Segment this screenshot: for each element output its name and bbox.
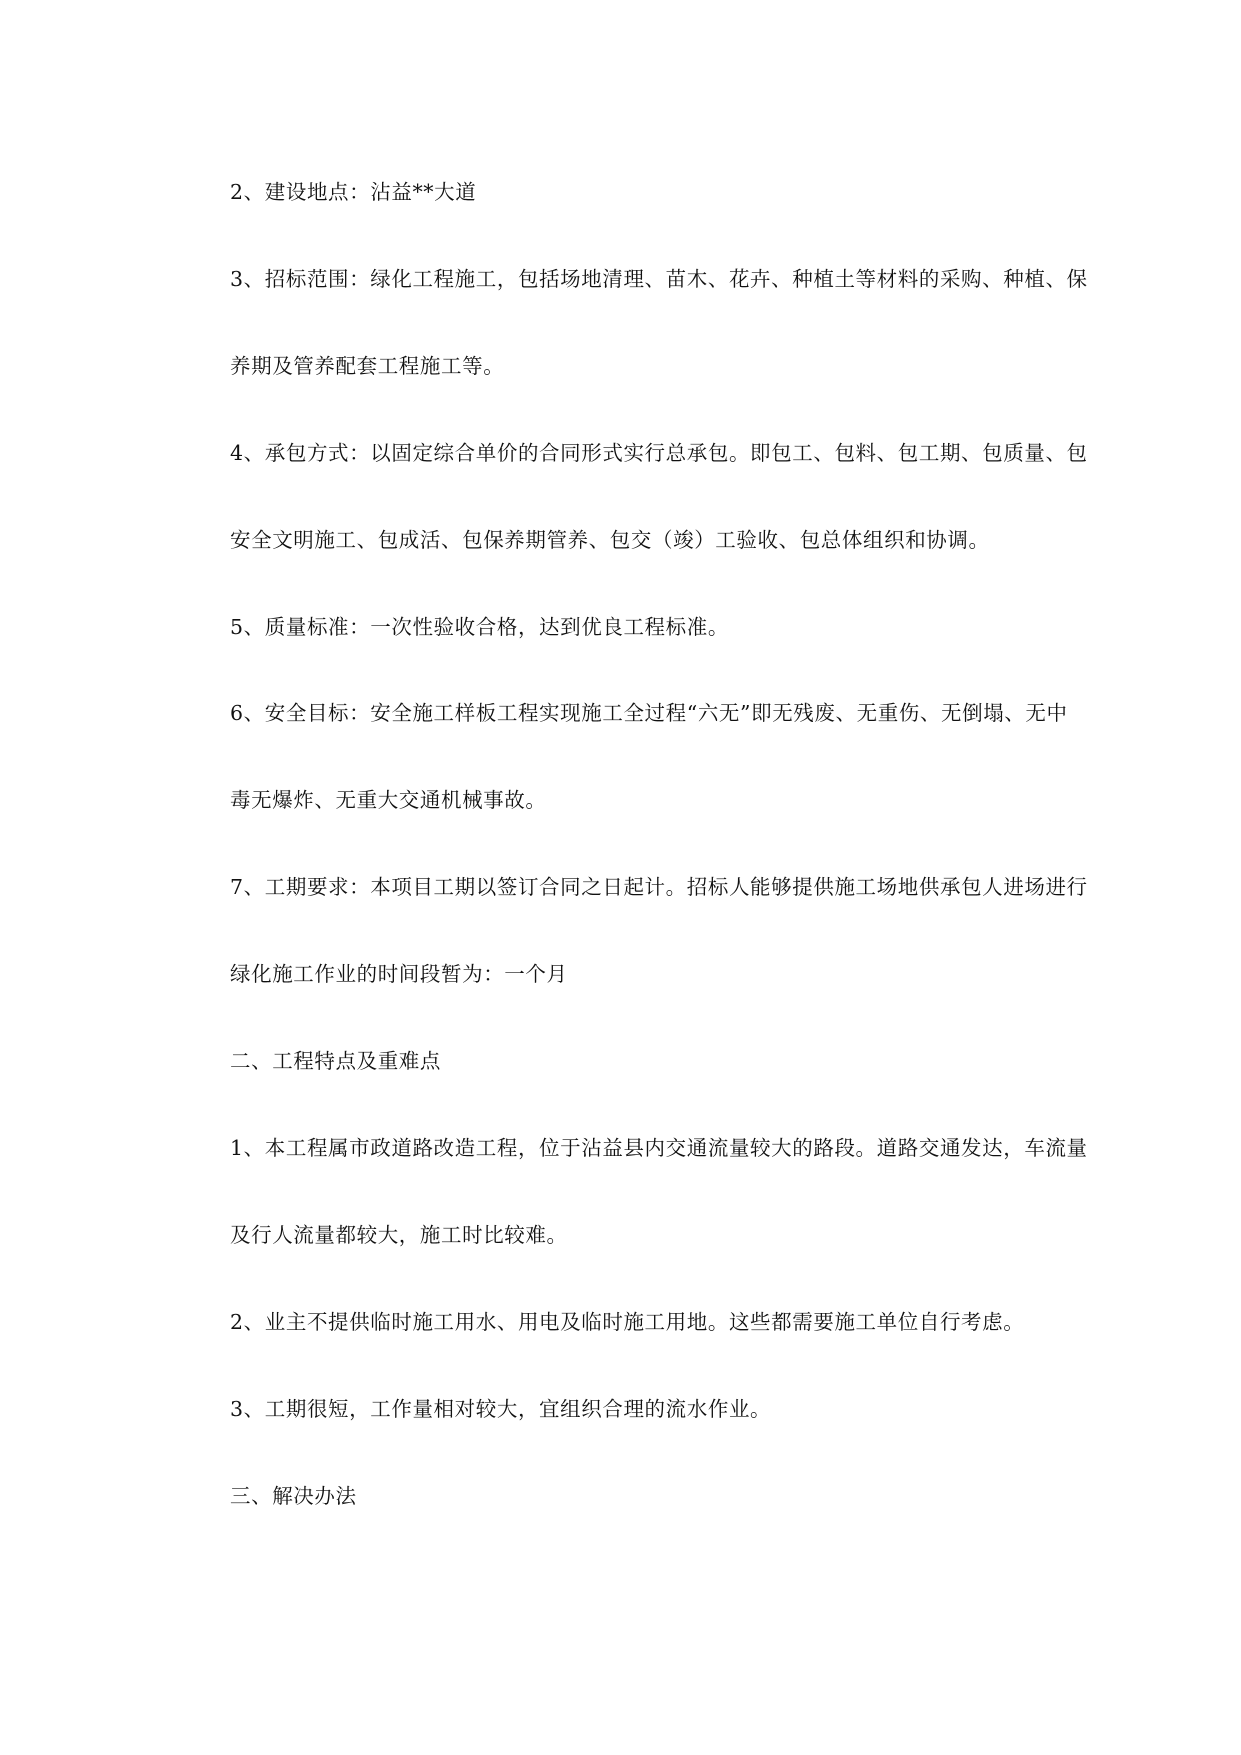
text-line: 3、工期很短，工作量相对较大，宜组织合理的流水作业。 — [230, 1397, 772, 1421]
section-heading: 二、工程特点及重难点 — [230, 1049, 441, 1073]
text-line: 1、本工程属市政道路改造工程，位于沾益县内交通流量较大的路段。道路交通发达，车流量 — [230, 1136, 1088, 1160]
text-line: 养期及管养配套工程施工等。 — [230, 354, 505, 378]
text-line: 安全文明施工、包成活、包保养期管养、包交（竣）工验收、包总体组织和协调。 — [230, 528, 990, 552]
text-line: 4、承包方式：以固定综合单价的合同形式实行总承包。即包工、包料、包工期、包质量、包 — [230, 441, 1088, 465]
text-line: 3、招标范围：绿化工程施工，包括场地清理、苗木、花卉、种植土等材料的采购、种植、保 — [230, 267, 1088, 291]
section-heading: 三、解决办法 — [230, 1484, 357, 1508]
text-line: 5、质量标准：一次性验收合格，达到优良工程标准。 — [230, 615, 729, 639]
text-line: 绿化施工作业的时间段暂为：一个月 — [230, 962, 568, 986]
text-line: 7、工期要求：本项目工期以签订合同之日起计。招标人能够提供施工场地供承包人进场进行 — [230, 875, 1088, 899]
text-line: 2、建设地点：沾益**大道 — [230, 180, 477, 204]
text-line: 毒无爆炸、无重大交通机械事故。 — [230, 788, 547, 812]
text-line: 6、安全目标：安全施工样板工程实现施工全过程“六无”即无残废、无重伤、无倒塌、无中 — [230, 701, 1068, 725]
text-line: 及行人流量都较大，施工时比较难。 — [230, 1223, 568, 1247]
text-line: 2、业主不提供临时施工用水、用电及临时施工用地。这些都需要施工单位自行考虑。 — [230, 1310, 1025, 1334]
